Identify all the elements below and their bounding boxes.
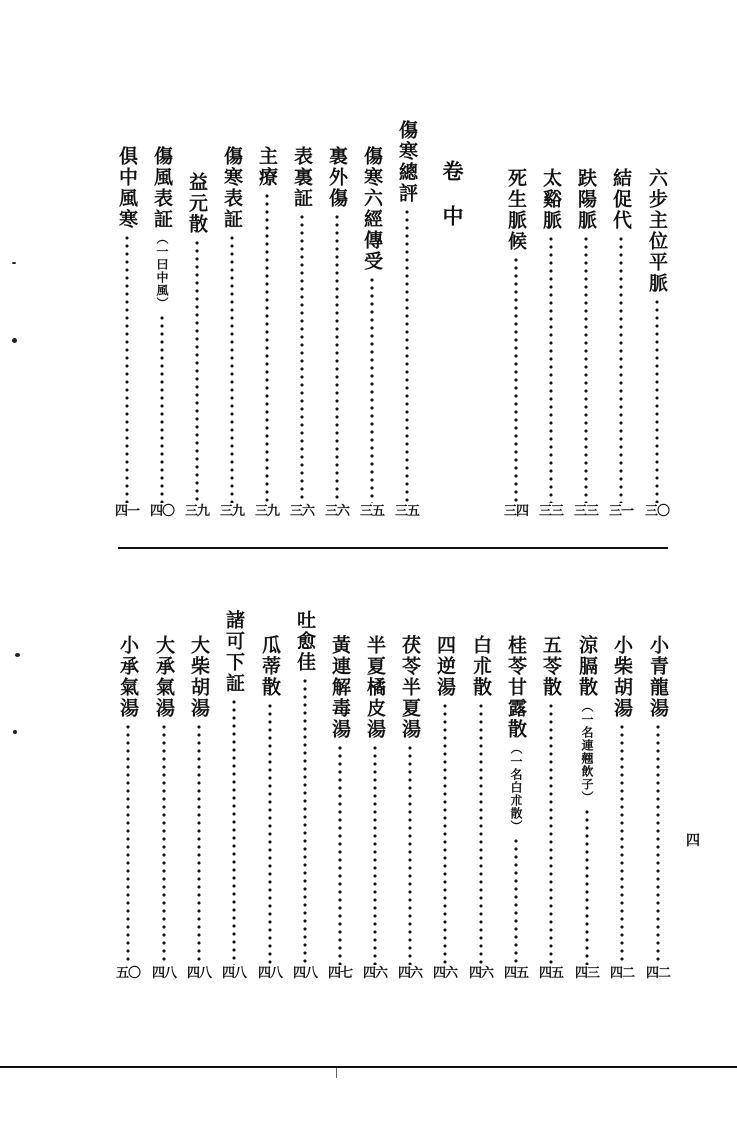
entry-page: 四二: [610, 966, 635, 981]
toc-entry[interactable]: [291, 146, 313, 518]
toc-entry[interactable]: [396, 120, 418, 518]
dot-leader: [195, 239, 199, 503]
dot-leader: [655, 298, 659, 503]
dot-leader: [405, 208, 409, 503]
dot-leader: [549, 235, 553, 503]
entry-page: 四五: [504, 966, 529, 981]
volume-heading: 卷中: [440, 160, 465, 250]
dot-leader: [126, 723, 130, 965]
toc-entry[interactable]: [188, 635, 210, 980]
toc-entry[interactable]: [576, 635, 598, 980]
dot-leader: [162, 723, 166, 965]
entry-page: 三五: [395, 504, 420, 519]
toc-entry[interactable]: [117, 635, 139, 980]
entry-title: 五苓散: [540, 635, 562, 698]
entry-page: 三六: [325, 504, 350, 519]
entry-page: 四八: [187, 966, 212, 981]
entry-title: 傷寒表証: [221, 146, 243, 230]
entry-title: 主療: [256, 146, 278, 188]
entry-page: 四六: [363, 966, 388, 981]
toc-entry[interactable]: [647, 635, 669, 980]
dot-leader: [619, 235, 623, 503]
dot-leader: [230, 234, 234, 503]
entry-page: 四五: [539, 966, 564, 981]
dot-leader: [335, 213, 339, 503]
entry-title: 太谿脈: [540, 168, 562, 231]
margin-speck: [15, 653, 20, 657]
entry-page: 三四: [504, 504, 529, 519]
margin-speck: [12, 262, 16, 264]
entry-page: 四六: [398, 966, 423, 981]
entry-title: 黃連解毒湯: [329, 635, 351, 740]
toc-entry[interactable]: [646, 168, 668, 518]
dot-leader: [514, 837, 518, 965]
entry-title: 茯苓半夏湯: [399, 635, 421, 740]
entry-title: 桂苓甘露散: [505, 635, 527, 740]
toc-entry[interactable]: [186, 172, 208, 518]
entry-title: 小青龍湯: [647, 635, 669, 719]
toc-entry[interactable]: [329, 635, 351, 980]
entry-title: 大承氣湯: [153, 635, 175, 719]
dot-leader: [125, 234, 129, 503]
entry-page: 四八: [152, 966, 177, 981]
entry-title: 表裏証: [291, 146, 313, 209]
entry-title: 諸可下証: [223, 610, 245, 694]
toc-entry[interactable]: [151, 146, 173, 518]
dot-leader: [514, 256, 518, 503]
entry-title: 傷寒總評: [396, 120, 418, 204]
entry-page: 五〇: [116, 966, 141, 981]
entry-title: 瓜蒂散: [259, 635, 281, 698]
entry-title: 趺陽脈: [575, 168, 597, 231]
entry-page: 三三: [539, 504, 564, 519]
toc-entry[interactable]: [399, 635, 421, 980]
entry-page: 三三: [574, 504, 599, 519]
entry-title: 四逆湯: [434, 635, 456, 698]
entry-title: 益元散: [186, 172, 208, 235]
dot-leader: [232, 698, 236, 965]
entry-title: 結促代: [610, 168, 632, 231]
toc-entry[interactable]: [470, 635, 492, 980]
entry-page: 三六: [290, 504, 315, 519]
toc-entry[interactable]: [611, 635, 633, 980]
toc-entry[interactable]: [259, 635, 281, 980]
toc-entry[interactable]: [221, 146, 243, 518]
toc-entry[interactable]: [540, 635, 562, 980]
dot-leader: [656, 723, 660, 965]
entry-page: 四八: [258, 966, 283, 981]
toc-entry[interactable]: [294, 610, 316, 980]
entry-title: 半夏橘皮湯: [364, 635, 386, 740]
toc-entry[interactable]: [505, 635, 527, 980]
dot-leader: [620, 723, 624, 965]
entry-page: 三五: [360, 504, 385, 519]
entry-page: 四八: [293, 966, 318, 981]
dot-leader: [443, 702, 447, 965]
entry-title: 涼膈散: [576, 635, 598, 698]
entry-page: 三〇: [645, 504, 670, 519]
entry-page: 四三: [575, 966, 600, 981]
dot-leader: [338, 744, 342, 965]
entry-title: 小柴胡湯: [611, 635, 633, 719]
toc-entry[interactable]: [540, 168, 562, 518]
bottom-rule: [0, 1066, 737, 1068]
dot-leader: [300, 213, 304, 503]
entry-page: 四〇: [150, 504, 175, 519]
toc-entry[interactable]: [434, 635, 456, 980]
entry-note: （一名連翹飲子）: [580, 700, 594, 804]
dot-leader: [303, 677, 307, 965]
entry-title: 傷風表証: [151, 146, 173, 230]
entry-page: 三九: [185, 504, 210, 519]
entry-note: （一名白朮散）: [509, 742, 523, 833]
entry-title: 裏外傷: [326, 146, 348, 209]
toc-entry[interactable]: [116, 146, 138, 518]
dot-leader: [268, 702, 272, 965]
entry-page: 四二: [646, 966, 671, 981]
entry-page: 三九: [255, 504, 280, 519]
dot-leader: [585, 808, 589, 965]
entry-title: 吐愈佳: [294, 610, 316, 673]
toc-entry[interactable]: [364, 635, 386, 980]
dot-leader: [584, 235, 588, 503]
entry-page: 四六: [469, 966, 494, 981]
toc-entry[interactable]: [223, 610, 245, 980]
toc-entry[interactable]: [505, 168, 527, 518]
dot-leader: [408, 744, 412, 965]
dot-leader: [197, 723, 201, 965]
dot-leader: [479, 702, 483, 965]
dot-leader: [549, 702, 553, 965]
dot-leader: [265, 192, 269, 503]
margin-speck: [12, 338, 17, 343]
entry-title: 小承氣湯: [117, 635, 139, 719]
toc-entry[interactable]: [256, 146, 278, 518]
entry-page: 三一: [609, 504, 634, 519]
entry-title: 大柴胡湯: [188, 635, 210, 719]
entry-title: 死生脈候: [505, 168, 527, 252]
entry-title: 白朮散: [470, 635, 492, 698]
toc-entry[interactable]: [575, 168, 597, 518]
dot-leader: [160, 314, 164, 503]
entry-title: 六步主位平脈: [646, 168, 668, 294]
toc-entry[interactable]: [153, 635, 175, 980]
page-number: 四: [686, 833, 700, 849]
entry-page: 四一: [115, 504, 140, 519]
entry-page: 四八: [222, 966, 247, 981]
dot-leader: [370, 276, 374, 503]
toc-entry[interactable]: [326, 146, 348, 518]
toc-entry[interactable]: [610, 168, 632, 518]
dot-leader: [373, 744, 377, 965]
entry-title: 俱中風寒: [116, 146, 138, 230]
entry-page: 三九: [220, 504, 245, 519]
toc-entry[interactable]: [361, 146, 383, 518]
entry-page: 四六: [433, 966, 458, 981]
margin-speck: [13, 730, 17, 734]
entry-title: 傷寒六經傳受: [361, 146, 383, 272]
entry-page: 四七: [328, 966, 353, 981]
section-divider: [118, 547, 668, 549]
bottom-rule-tick: [336, 1068, 337, 1078]
entry-note: （一曰中風）: [155, 232, 169, 310]
